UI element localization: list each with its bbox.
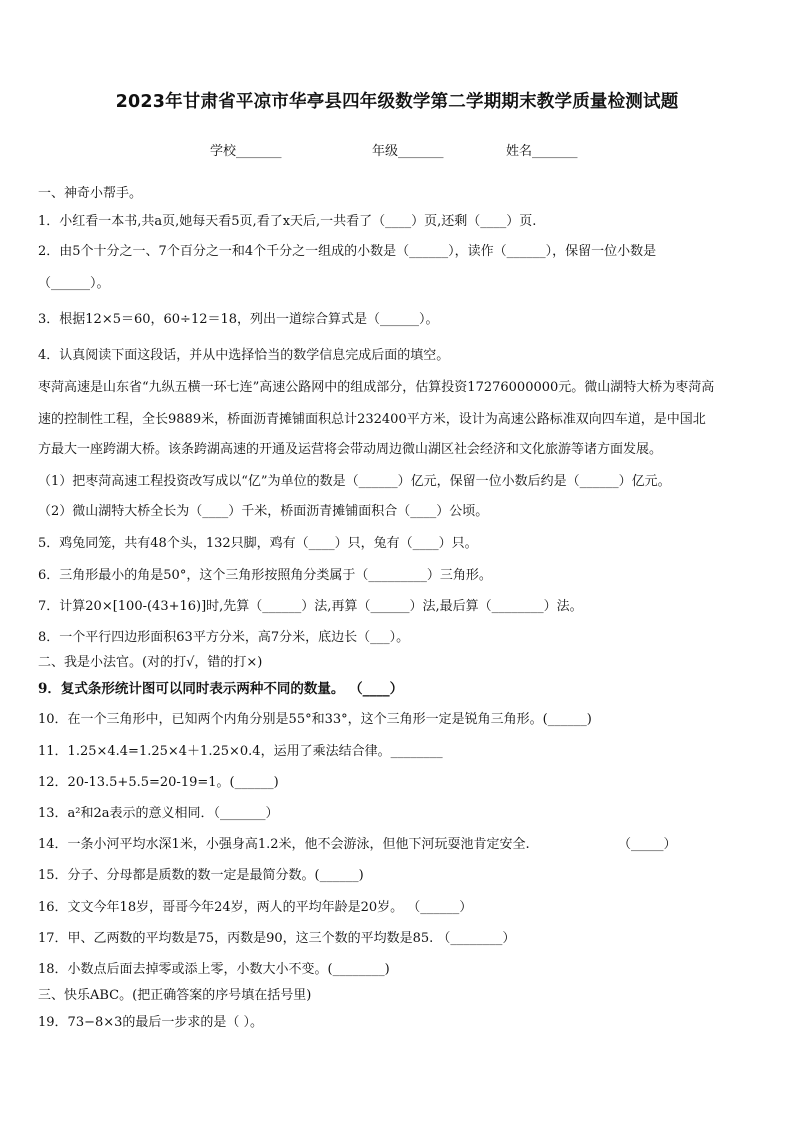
reading-paragraph-line-3: 方最大一座跨湖大桥。该条跨湖高速的开通及运营将会带动周边微山湖区社会经济和文化旅游等诸方面发展。 bbox=[38, 442, 663, 457]
question-11: 11．1.25×4.4=1.25×4＋1.25×0.4，运用了乘法结合律。________ bbox=[38, 744, 443, 759]
question-16: 16．文文今年18岁，哥哥今年24岁，两人的平均年龄是20岁。 （______） bbox=[38, 900, 473, 915]
question-4: 4．认真阅读下面这段话，并从中选择恰当的数学信息完成后面的填空。 bbox=[38, 348, 450, 363]
question-14-answer-blank[interactable]: （_____） bbox=[618, 837, 677, 852]
question-4-part-2: （2）微山湖特大桥全长为（____）千米，桥面沥青摊铺面积合（____）公顷。 bbox=[38, 504, 489, 519]
question-2: 2．由5个十分之一、7个百分之一和4个千分之一组成的小数是（______），读作（______），保留一位小数是 bbox=[38, 244, 657, 259]
reading-paragraph-line-2: 速的控制性工程，全长9889米，桥面沥青摊铺面积总计232400平方米，设计为高速公路标准双向四车道，是中国北 bbox=[38, 412, 706, 427]
question-2-continued: （______）。 bbox=[38, 276, 110, 291]
reading-paragraph-line-1: 枣菏高速是山东省“九纵五横一环七连”高速公路网中的组成部分，估算投资17276000000元。微山湖特大桥为枣菏高 bbox=[38, 380, 715, 395]
question-13: 13．a²和2a表示的意义相同．（_______） bbox=[38, 806, 279, 821]
question-8: 8．一个平行四边形面积63平方分米，高7分米，底边长（___）。 bbox=[38, 630, 410, 645]
question-3: 3．根据12×5＝60，60÷12＝18，列出一道综合算式是（______）。 bbox=[38, 312, 439, 327]
question-12: 12．20-13.5+5.5=20-19=1。(______) bbox=[38, 775, 279, 790]
question-6: 6．三角形最小的角是50°，这个三角形按照角分类属于（_________）三角形。 bbox=[38, 568, 492, 583]
grade-field[interactable]: 年级_______ bbox=[372, 144, 444, 159]
question-17: 17．甲、乙两数的平均数是75，丙数是90，这三个数的平均数是85. （________） bbox=[38, 931, 516, 946]
question-18: 18．小数点后面去掉零或添上零，小数大小不变。(________) bbox=[38, 962, 390, 977]
question-9: 9．复式条形统计图可以同时表示两种不同的数量。 （____） bbox=[38, 681, 404, 697]
question-1: 1．小红看一本书,共a页,她每天看5页,看了x天后,一共看了（____）页,还剩（____）页. bbox=[38, 214, 537, 229]
section-heading-2: 二、我是小法官。(对的打√，错的打×) bbox=[38, 655, 263, 670]
question-10: 10．在一个三角形中，已知两个内角分别是55°和33°，这个三角形一定是锐角三角形。(______) bbox=[38, 712, 592, 727]
name-field[interactable]: 姓名_______ bbox=[506, 144, 578, 159]
section-heading-3: 三、快乐ABC。(把正确答案的序号填在括号里) bbox=[38, 988, 312, 1003]
question-15: 15．分子、分母都是质数的数一定是最简分数。(______) bbox=[38, 868, 364, 883]
question-5: 5．鸡兔同笼，共有48个头，132只脚，鸡有（____）只，兔有（____）只。 bbox=[38, 536, 478, 551]
section-heading-1: 一、神奇小帮手。 bbox=[38, 186, 143, 201]
page-title: 2023年甘肃省平凉市华亭县四年级数学第二学期期末教学质量检测试题 bbox=[115, 92, 679, 112]
school-field[interactable]: 学校_______ bbox=[210, 144, 282, 159]
question-7: 7．计算20×[100-(43+16)]时,先算（______）法,再算（______）法,最后算（________）法。 bbox=[38, 599, 583, 614]
question-14: 14．一条小河平均水深1米，小强身高1.2米，他不会游泳，但他下河玩耍池肯定安全. bbox=[38, 837, 530, 852]
question-4-part-1: （1）把枣菏高速工程投资改写成以“亿”为单位的数是（______）亿元，保留一位小数后约是（______）亿元。 bbox=[38, 474, 671, 489]
question-19: 19．73−8×3的最后一步求的是（ ）。 bbox=[38, 1015, 264, 1030]
